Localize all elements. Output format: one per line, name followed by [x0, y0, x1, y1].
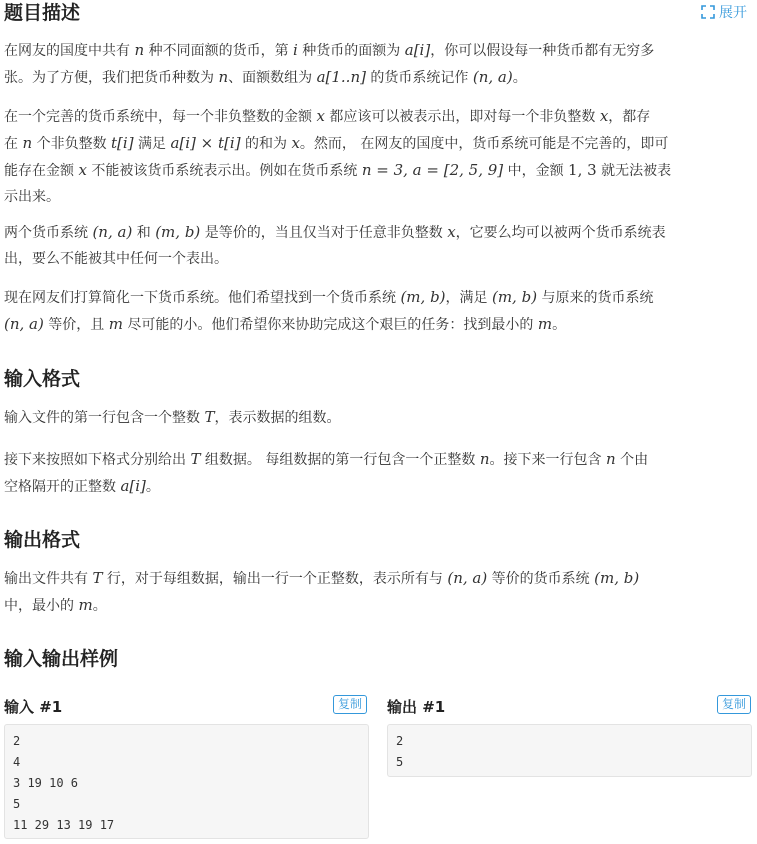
code-line: 5 [13, 797, 21, 811]
copy-output-button[interactable]: 复制 [717, 695, 751, 714]
problem-header [4, 0, 753, 28]
sample-output-label: 输出 #1 [387, 698, 446, 716]
expand-button[interactable] [701, 2, 747, 22]
sample-input-label: 输入 #1 [4, 698, 63, 716]
description-paragraph-1: 在网友的国度中共有 n 种不同面额的货币，第 i 种货币的面额为 a[i]，你可以假设每一种货币都有无穷多 张。为了方便，我们把货币种数为 n、面额数组为 a[1..n] 的货币系统记作 (n, a)。 [4, 41, 655, 86]
expand-label: 展开 [719, 5, 747, 21]
input-format-paragraph-1: 输入文件的第一行包含一个整数 T，表示数据的组数。 [4, 408, 341, 426]
code-line: 4 [13, 755, 21, 769]
input-format-paragraph-2: 接下来按照如下格式分别给出 T 组数据。 每组数据的第一行包含一个正整数 n。接下来一行包含 n 个由 空格隔开的正整数 a[i]。 [4, 450, 649, 495]
section-title-description: 题目描述 [4, 2, 81, 24]
description-paragraph-3: 两个货币系统 (n, a) 和 (m, b) 是等价的，当且仅当对于任意非负整数 x，它要么均可以被两个货币系统表 出，要么不能被其中任何一个表出。 [4, 223, 666, 267]
section-title-samples: 输入输出样例 [4, 648, 119, 670]
output-format-paragraph-1: 输出文件共有 T 行，对于每组数据，输出一行一个正整数，表示所有与 (n, a) 等价的货币系统 (m, b) 中，最小的 m。 [4, 569, 640, 614]
section-title-output-format: 输出格式 [4, 529, 81, 551]
code-line: 2 [13, 734, 21, 748]
section-title-input-format: 输入格式 [4, 368, 81, 390]
expand-icon [701, 5, 715, 19]
code-line: 5 [396, 755, 404, 769]
description-paragraph-2: 在一个完善的货币系统中，每一个非负整数的金额 x 都应该可以被表示出，即对每一个非负整数 x，都存 在 n 个非负整数 t[i] 满足 a[i] × t[i] 的和为 x。然而， 在网友的国度中，货币系统可能是不完善的，即可 能存在金额 x 不能被该货币系统表示出。例如在货币系统 n = 3, a = [2, 5, 9] 中，金额 1, 3 就无法被表 示出来。 [4, 107, 672, 205]
code-line: 11 29 13 19 17 [13, 818, 115, 832]
description-paragraph-4: 现在网友们打算简化一下货币系统。他们希望找到一个货币系统 (m, b)，满足 (m, b) 与原来的货币系统 (n, a) 等价，且 m 尽可能的小。他们希望你来协助完成这个艰巨的任务：找到最小的 m。 [4, 288, 654, 333]
code-line: 2 [396, 734, 404, 748]
code-line: 3 19 10 6 [13, 776, 79, 790]
copy-input-button[interactable]: 复制 [333, 695, 367, 714]
sample-output-box[interactable] [387, 724, 752, 777]
sample-input-box[interactable] [4, 724, 369, 839]
